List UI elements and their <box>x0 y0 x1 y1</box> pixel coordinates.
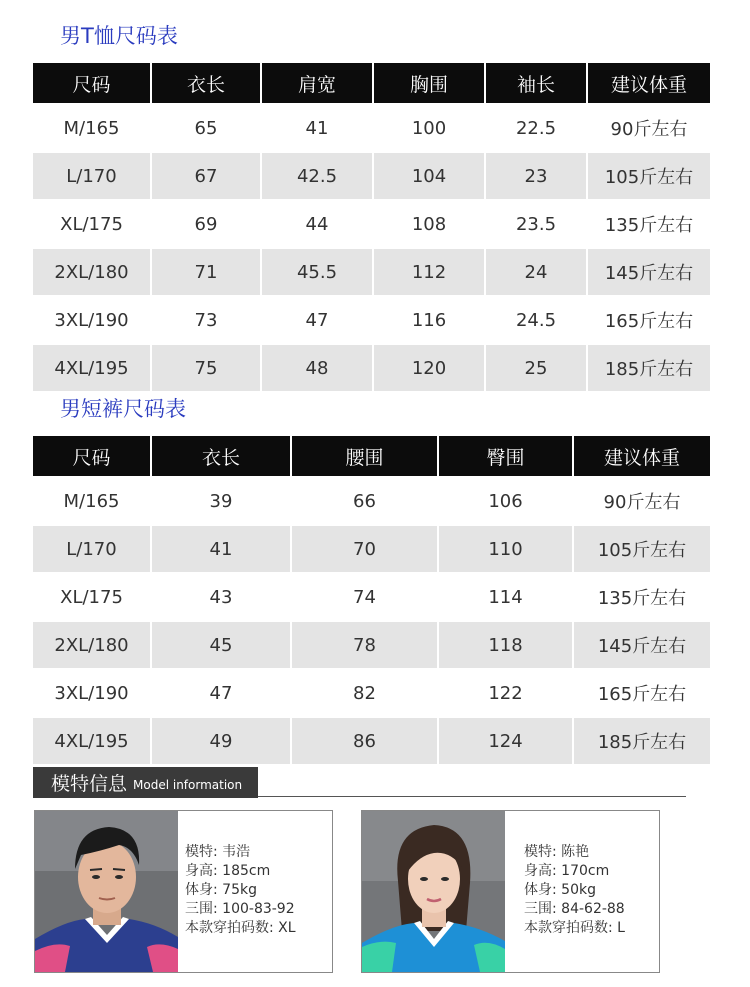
table-cell: 78 <box>290 622 437 668</box>
table-cell: 105斤左右 <box>586 153 710 199</box>
shirt-header-cell: 胸围 <box>372 63 484 103</box>
shirt-header-cell: 衣长 <box>150 63 260 103</box>
table-cell: 25 <box>484 345 586 391</box>
shorts-table-title: 男短裤尺码表 <box>60 397 186 421</box>
shorts-header-cell: 腰围 <box>290 436 437 476</box>
table-cell: 65 <box>150 105 260 151</box>
table-cell: 41 <box>150 526 290 572</box>
male-model-photo <box>35 811 178 972</box>
table-cell: 45.5 <box>260 249 372 295</box>
table-cell: 24.5 <box>484 297 586 343</box>
model-info-title: 模特信息 <box>51 773 128 795</box>
male-model-measurements: 三围: 100-83-92 <box>185 901 295 917</box>
table-cell: 100 <box>372 105 484 151</box>
table-cell: 185斤左右 <box>586 345 710 391</box>
table-cell: 48 <box>260 345 372 391</box>
male-model-info <box>185 843 296 938</box>
female-model-photo <box>362 811 505 972</box>
female-model-card <box>361 810 660 973</box>
table-row <box>33 572 710 620</box>
shirt-header-cell: 袖长 <box>484 63 586 103</box>
table-cell: 49 <box>150 718 290 764</box>
table-cell: 74 <box>290 574 437 620</box>
table-cell: 105斤左右 <box>572 526 710 572</box>
model-info-divider <box>258 796 686 797</box>
table-cell: 90斤左右 <box>572 478 710 524</box>
female-model-weight: 体身: 50kg <box>524 882 596 898</box>
table-cell: 3XL/190 <box>33 297 150 343</box>
table-row <box>33 103 710 151</box>
shorts-header-cell: 尺码 <box>33 436 150 476</box>
shirt-header-cell: 建议体重 <box>586 63 710 103</box>
table-row <box>33 199 710 247</box>
table-cell: 42.5 <box>260 153 372 199</box>
table-cell: 3XL/190 <box>33 670 150 716</box>
table-cell: 116 <box>372 297 484 343</box>
table-cell: 71 <box>150 249 260 295</box>
table-cell: 145斤左右 <box>572 622 710 668</box>
shirt-table-title: 男T恤尺码表 <box>60 24 178 48</box>
table-cell: 23 <box>484 153 586 199</box>
table-cell: 120 <box>372 345 484 391</box>
shorts-header-row <box>33 436 710 476</box>
table-cell: 67 <box>150 153 260 199</box>
table-cell: 23.5 <box>484 201 586 247</box>
shirt-header-cell: 肩宽 <box>260 63 372 103</box>
model-info-subtitle: Model information <box>133 778 243 792</box>
table-cell: 112 <box>372 249 484 295</box>
table-cell: 4XL/195 <box>33 718 150 764</box>
table-cell: 122 <box>437 670 572 716</box>
table-cell: 22.5 <box>484 105 586 151</box>
male-model-size: 本款穿拍码数: XL <box>185 920 296 936</box>
table-cell: XL/175 <box>33 574 150 620</box>
model-info-header <box>33 767 258 798</box>
table-cell: 75 <box>150 345 260 391</box>
table-cell: M/165 <box>33 478 150 524</box>
table-cell: 4XL/195 <box>33 345 150 391</box>
table-cell: 86 <box>290 718 437 764</box>
table-cell: 106 <box>437 478 572 524</box>
table-cell: 39 <box>150 478 290 524</box>
table-row <box>33 716 710 764</box>
table-cell: XL/175 <box>33 201 150 247</box>
table-cell: 110 <box>437 526 572 572</box>
table-row <box>33 620 710 668</box>
table-cell: 114 <box>437 574 572 620</box>
table-cell: 124 <box>437 718 572 764</box>
table-cell: 70 <box>290 526 437 572</box>
table-row <box>33 343 710 391</box>
table-cell: 44 <box>260 201 372 247</box>
shirt-size-table <box>33 63 710 391</box>
table-cell: 90斤左右 <box>586 105 710 151</box>
table-row <box>33 295 710 343</box>
table-row <box>33 476 710 524</box>
table-cell: 104 <box>372 153 484 199</box>
table-cell: 185斤左右 <box>572 718 710 764</box>
table-cell: 69 <box>150 201 260 247</box>
table-cell: L/170 <box>33 153 150 199</box>
table-row <box>33 668 710 716</box>
table-cell: 47 <box>260 297 372 343</box>
table-cell: 165斤左右 <box>572 670 710 716</box>
table-cell: 118 <box>437 622 572 668</box>
table-cell: 2XL/180 <box>33 249 150 295</box>
male-model-weight: 体身: 75kg <box>185 882 257 898</box>
table-cell: 66 <box>290 478 437 524</box>
male-model-name: 模特: 韦浩 <box>185 844 251 860</box>
table-row <box>33 247 710 295</box>
table-cell: 165斤左右 <box>586 297 710 343</box>
table-cell: 145斤左右 <box>586 249 710 295</box>
shorts-header-cell: 臀围 <box>437 436 572 476</box>
shirt-header-row <box>33 63 710 103</box>
table-cell: 45 <box>150 622 290 668</box>
table-cell: 73 <box>150 297 260 343</box>
table-cell: 47 <box>150 670 290 716</box>
table-cell: L/170 <box>33 526 150 572</box>
table-cell: M/165 <box>33 105 150 151</box>
table-cell: 82 <box>290 670 437 716</box>
female-model-height: 身高: 170cm <box>524 863 610 879</box>
female-model-measurements: 三围: 84-62-88 <box>524 901 625 917</box>
table-cell: 2XL/180 <box>33 622 150 668</box>
table-row <box>33 524 710 572</box>
table-cell: 135斤左右 <box>586 201 710 247</box>
shorts-header-cell: 衣长 <box>150 436 290 476</box>
table-cell: 24 <box>484 249 586 295</box>
table-cell: 108 <box>372 201 484 247</box>
female-model-size: 本款穿拍码数: L <box>524 920 625 936</box>
shorts-header-cell: 建议体重 <box>572 436 710 476</box>
table-cell: 43 <box>150 574 290 620</box>
table-row <box>33 151 710 199</box>
male-model-height: 身高: 185cm <box>185 863 271 879</box>
shirt-header-cell: 尺码 <box>33 63 150 103</box>
table-cell: 41 <box>260 105 372 151</box>
shorts-size-table <box>33 436 710 764</box>
female-model-name: 模特: 陈艳 <box>524 844 590 860</box>
female-model-info <box>524 843 625 938</box>
male-model-card <box>34 810 333 973</box>
table-cell: 135斤左右 <box>572 574 710 620</box>
